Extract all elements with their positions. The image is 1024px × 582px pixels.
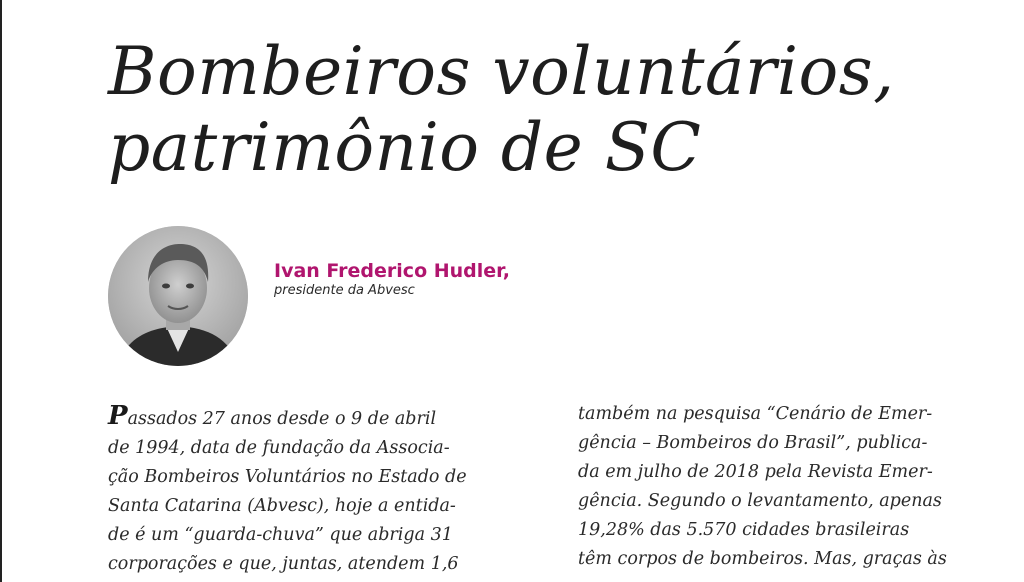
body-line-text: assados 27 anos desde o 9 de abril — [127, 409, 437, 429]
body-line: Santa Catarina (Abvesc), hoje a entida- — [108, 496, 456, 516]
author-name: Ivan Frederico Hudler, — [274, 260, 510, 282]
article-headline — [108, 34, 1008, 186]
body-line: gência. Segundo o levantamento, apenas — [578, 491, 942, 511]
body-line: de 1994, data de fundação da Associa- — [108, 438, 450, 458]
body-line — [108, 402, 548, 434]
article-column-right — [578, 400, 1018, 574]
author-role: presidente da Abvesc — [274, 283, 415, 298]
drop-cap: P — [108, 401, 128, 431]
body-line: também na pesquisa “Cenário de Emer- — [578, 404, 933, 424]
body-line: têm corpos de bombeiros. Mas, graças às — [578, 549, 947, 569]
body-line: corporações e que, juntas, atendem 1,6 — [108, 554, 459, 574]
author-photo-image — [108, 226, 248, 366]
body-line: ção Bombeiros Voluntários no Estado de — [108, 467, 467, 487]
page-border-line — [0, 0, 2, 582]
byline — [274, 260, 510, 300]
headline-line: patrimônio de SC — [108, 109, 702, 186]
author-photo — [108, 226, 248, 366]
body-line: da em julho de 2018 pela Revista Emer- — [578, 462, 933, 482]
body-line: gência – Bombeiros do Brasil”, publica- — [578, 433, 928, 453]
headline-line: Bombeiros voluntários, — [108, 33, 895, 110]
body-line: 19,28% das 5.570 cidades brasileiras — [578, 520, 910, 540]
article-column-left — [108, 402, 548, 579]
body-line: de é um “guarda-chuva” que abriga 31 — [108, 525, 453, 545]
